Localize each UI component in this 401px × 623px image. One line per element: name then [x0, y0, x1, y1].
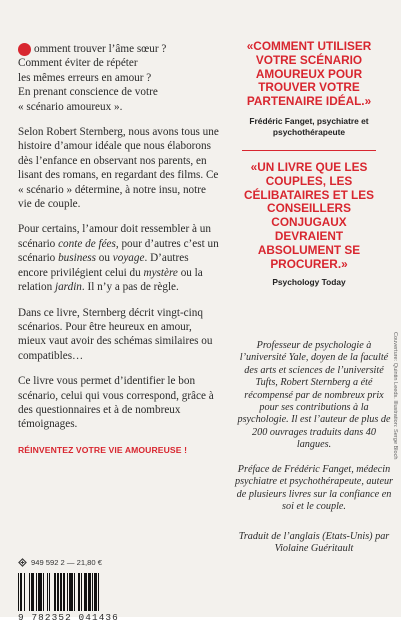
barcode-bars — [18, 573, 203, 611]
quotes-column — [238, 40, 380, 288]
quote-2-attribution: Psychology Today — [272, 277, 346, 288]
publisher-logo-icon — [18, 558, 27, 567]
blurb-paragraph-3: Pour certains, l’amour doit ressembler à un scénario conte de fées, pour d’autres c’est un scénario business ou voyage. D’autres encore privilégient celui du mystère ou la relation jardin. Il n’y a pas de règle. — [18, 223, 219, 294]
quote-2-text: «UN LIVRE QUE LES COUPLES, LES CÉLIBATAIRES ET LES CONSEILLERS CONJUGAUX DEVRAIENT ABSOLUMENT SE PROCURER.» — [244, 159, 374, 271]
intro-line-2: Comment éviter de répéter — [18, 57, 138, 70]
author-bio: Professeur de psychologie à l’université Yale, doyen de la faculté des arts et sciences de l’université Tufts, Robert Sternberg a été récompensé par de nombreux prix pour ses contributions à la psychologie. Il est l’auteur de plus de 200 ouvrages traduits dans 40 langues. — [237, 340, 391, 451]
quote-1-text: «COMMENT UTILISER VOTRE SCÉNARIO AMOUREUX POUR TROUVER VOTRE PARTENAIRE IDÉAL.» — [246, 39, 372, 109]
intro-line-1: omment trouver l’âme sœur ? — [34, 43, 167, 55]
translation-credit: Traduit de l’anglais (Etats-Unis) par Violaine Guéritault — [238, 531, 390, 555]
preface-credit: Préface de Frédéric Fanget, médecin psychiatre et psychothérapeute, auteur de plusieurs livres sur la confiance en soi et le couple. — [234, 464, 394, 513]
intro-line-3: les mêmes erreurs en amour ? — [18, 71, 152, 84]
blurb-column — [18, 42, 220, 457]
cover-credits-vertical: Couverture: Quintin Leeds. Illustration: Serge Bloch — [392, 332, 398, 460]
intro-line-5: « scénario amoureux ». — [18, 100, 123, 113]
quote-1-attribution: Frédéric Fanget, psychiatre et psychothérapeute — [249, 115, 369, 137]
call-to-action: RÉINVENTEZ VOTRE VIE AMOUREUSE ! — [18, 444, 188, 455]
divider-rule — [242, 150, 376, 151]
isbn-price-line — [18, 558, 203, 567]
barcode-block — [18, 558, 203, 623]
drop-cap-circle — [18, 43, 31, 56]
blurb-paragraph-5: Ce livre vous permet d’identifier le bon scénario, celui qui vous correspond, grâce à des questionnaires et à de nombreux témoignages. — [18, 375, 214, 431]
blurb-paragraph-4: Dans ce livre, Sternberg décrit vingt-cinq scénarios. Pour être heureux en amour, mieux vaut avoir des schémas similaires ou compatibles… — [18, 306, 213, 362]
intro-line-4: En prenant conscience de votre — [18, 86, 158, 99]
blurb-paragraph-2: Selon Robert Sternberg, nous avons tous une histoire d’amour idéale que nous élaborons dès l’enfance en observant nos parents, en lisant des romans, en regardant des films. Ce « scénario » détermine, à notre insu, notre vie de couple. — [18, 126, 219, 211]
blurb-intro — [18, 42, 220, 114]
isbn-price-text: 949 592 2 — 21,80 € — [31, 558, 102, 567]
barcode-number: 9 782352 041436 — [18, 612, 119, 623]
